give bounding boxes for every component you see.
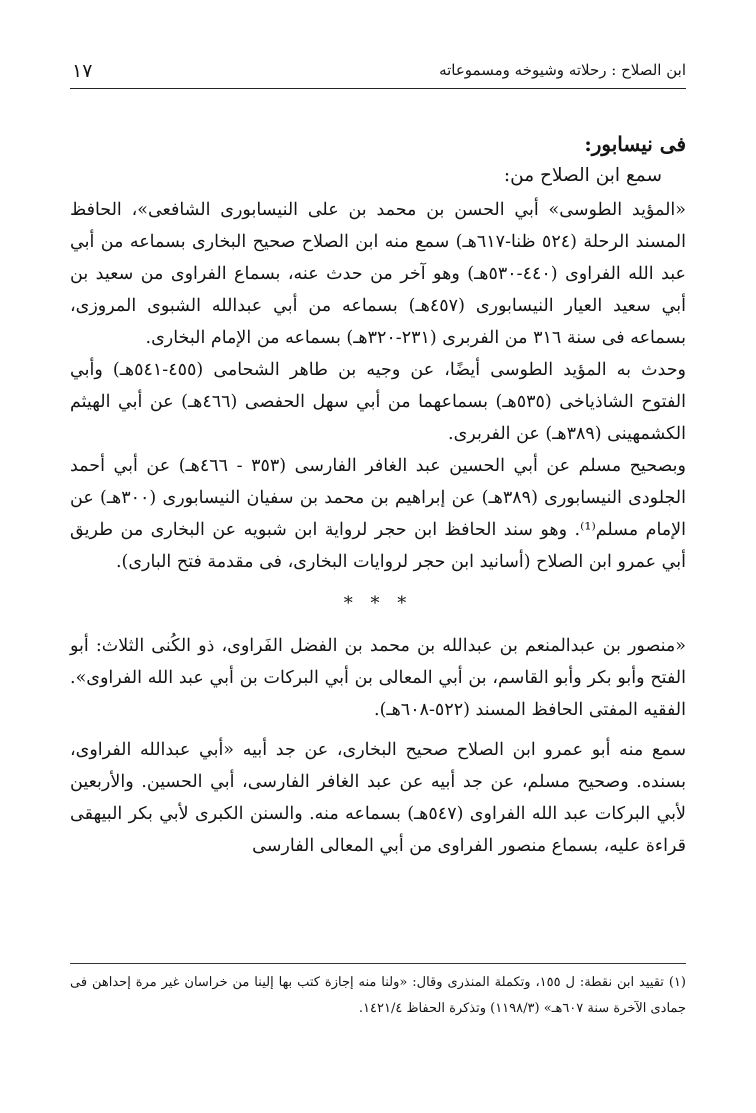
paragraph: «المؤيد الطوسى» أبي الحسن بن محمد بن على النيسابورى الشافعى»، الحافظ المسند الرحلة (٥٢٤ ظنا-٦١٧هـ) سمع منه ابن الصلاح صحيح البخارى بسماعه من أبي عبد الله الفراوى (٤٤٠-٥٣٠هـ) وهو آخر من حدث عنه، بسماع الفراوى من سعيد بن أبي سعيد العيار النيسابورى (٤٥٧هـ) بسماعه من أبي عبدالله الشبوى المروزى، بسماعه فى سنة ٣١٦ من الفربرى (٢٣١-٣٢٠هـ) بسماعه من الإمام البخارى. bbox=[70, 200, 686, 348]
section-heading: فى نيسابور: bbox=[584, 132, 686, 156]
paragraph: وبصحيح مسلم عن أبي الحسين عبد الغافر الفارسى (٣٥٣ - ٤٦٦هـ) عن أبي أحمد الجلودى النيسابورى (٣٨٩هـ) عن إبراهيم بن محمد بن سفيان النيسابورى (٣٠٠هـ) عن الإمام مسلم⁽¹⁾. وهو سند الحافظ ابن حجر لرواية ابن شبويه عن البخارى من طريق أبي عمرو ابن الصلاح (أسانيد ابن حجر لروايات البخارى، فى مقدمة فتح البارى). bbox=[70, 456, 687, 572]
page-number: ١٧ bbox=[72, 60, 93, 82]
footnote: (١) تقييد ابن نقطة: ل ١٥٥، وتكملة المنذرى وقال: «ولنا منه إجازة كتب بها إلينا من خراسان غير مرة إحداهن فى جمادى الآخرة سنة ٦٠٧هـ» (١١٩٨/٣) وتذكرة الحفاظ ١٤٢١/٤. bbox=[70, 975, 686, 1016]
page-header bbox=[70, 58, 686, 89]
paragraph: سمع منه أبو عمرو ابن الصلاح صحيح البخارى، عن جد أبيه «أبي عبدالله الفراوى، بسنده. وصحيح مسلم، عن جد أبيه عن عبد الغافر الفارسى، أبي الحسين. والأربعين لأبي البركات عبد الله الفراوى (٥٤٧هـ) بسماعه منه. والسنن الكبرى لأبي بكر البيهقى قراءة عليه، بسماع منصور الفراوى من أبي المعالى الفارسى bbox=[70, 740, 687, 856]
main-text bbox=[70, 128, 686, 862]
running-title: ابن الصلاح : رحلاته وشيوخه ومسموعاته bbox=[439, 61, 686, 79]
paragraph: «منصور بن عبدالمنعم بن عبدالله بن محمد بن الفضل الفَراوى، ذو الكُنى الثلاث: أبو الفتح وأبو بكر وأبو القاسم، بن أبي المعالى بن أبي البركات بن أبي عبد الله الفراوى». الفقيه المفتى الحافظ المسند (٥٢٢-٦٠٨هـ). bbox=[70, 636, 686, 720]
section-intro: سمع ابن الصلاح من: bbox=[503, 165, 662, 186]
footnotes bbox=[70, 963, 686, 1022]
paragraph: وحدث به المؤيد الطوسى أيضًا، عن وجيه بن طاهر الشحامى (٤٥٥-٥٤١هـ) وأبي الفتوح الشاذياخى (٥٣٥هـ) بسماعهما من أبي سهل الحفصى (٤٦٦هـ) عن أبي الهيثم الكشمهينى (٣٨٩هـ) عن الفربرى. bbox=[70, 360, 687, 444]
section-separator: * * * bbox=[343, 593, 413, 614]
